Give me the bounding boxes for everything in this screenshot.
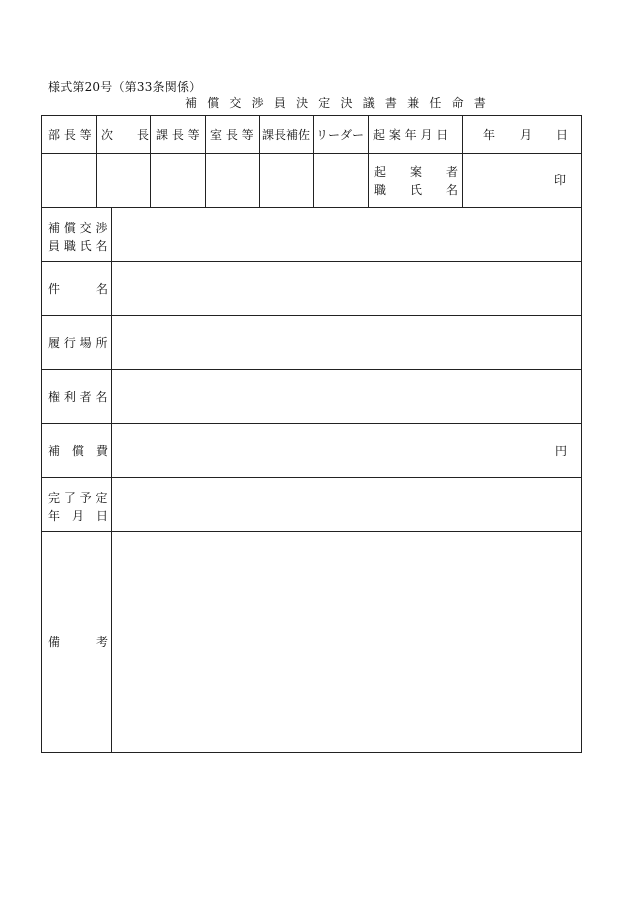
form-number: 様式第20号（第33条関係）	[48, 80, 202, 94]
col-divider	[96, 116, 97, 207]
form-title: 補 償 交 渉 員 決 定 決 議 書 兼 任 命 書	[185, 96, 489, 110]
negotiator-label-line1: 補 償 交 渉	[48, 221, 108, 235]
completion-label-line2: 年 月 日	[48, 509, 109, 523]
drafter-label-line1: 起 案 者	[374, 165, 459, 179]
col-divider	[150, 116, 151, 207]
col-divider	[368, 116, 369, 207]
date-day: 日	[556, 128, 569, 142]
row-divider	[42, 369, 581, 370]
row-divider	[42, 531, 581, 532]
col-divider	[205, 116, 206, 207]
form-table	[41, 115, 582, 753]
negotiator-label	[48, 219, 107, 255]
cost-unit: 円	[555, 444, 568, 458]
cell-shitsucho: 室 長 等	[210, 128, 254, 142]
completion-label	[48, 489, 108, 525]
label-column-divider	[111, 207, 112, 752]
drafter-label-line2: 職 氏 名	[374, 183, 459, 197]
draft-date-label: 起 案 年 月 日	[373, 128, 449, 142]
remarks-label: 備 考	[48, 635, 109, 649]
date-year: 年	[483, 128, 496, 142]
subject-label: 件 名	[48, 282, 109, 296]
cell-jicho: 次 長	[101, 128, 150, 142]
row-divider	[42, 477, 581, 478]
completion-label-line1: 完 了 予 定	[48, 491, 108, 505]
row-divider	[42, 261, 581, 262]
seal-mark: 印	[554, 173, 567, 187]
row-divider	[42, 153, 581, 154]
place-label: 履 行 場 所	[48, 336, 108, 350]
cell-bucho: 部 長 等	[48, 128, 92, 142]
cell-kacho: 課 長 等	[156, 128, 200, 142]
right-holder-label: 権 利 者 名	[48, 390, 108, 404]
cell-leader: リーダー	[316, 128, 365, 142]
col-divider	[313, 116, 314, 207]
negotiator-label-line2: 員 職 氏 名	[48, 239, 108, 253]
col-divider	[259, 116, 260, 207]
drafter-label	[374, 163, 458, 199]
cost-label: 補 償 費	[48, 444, 109, 458]
col-divider	[462, 116, 463, 207]
cell-kacho-hosa: 課長補佐	[262, 128, 311, 142]
row-divider	[42, 423, 581, 424]
row-divider	[42, 315, 581, 316]
date-month: 月	[520, 128, 533, 142]
row-divider	[42, 207, 581, 208]
